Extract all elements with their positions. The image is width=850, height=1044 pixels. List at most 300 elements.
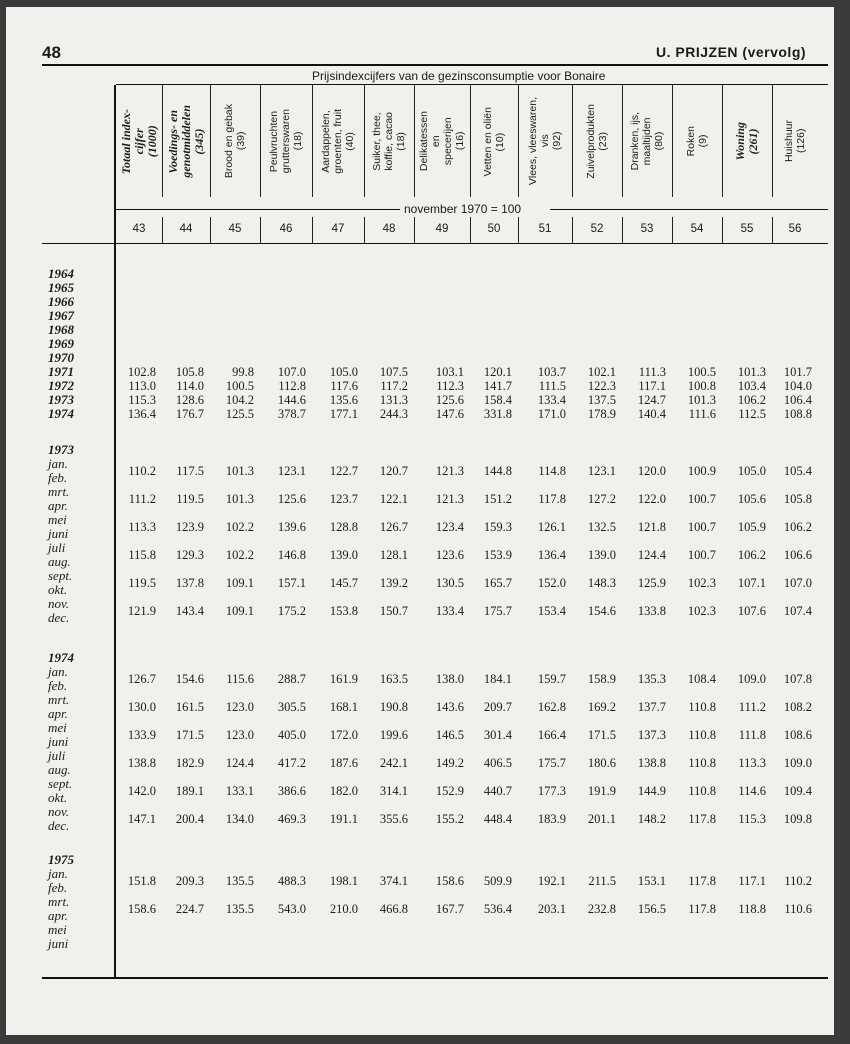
column-number-47: 47	[331, 223, 345, 235]
table-cell: 123.1	[587, 464, 616, 478]
table-cell: 153.1	[637, 874, 666, 888]
table-cell: 152.9	[435, 784, 464, 798]
table-cell: 144.9	[637, 784, 666, 798]
column-separator-head	[518, 85, 519, 197]
column-header-49	[414, 85, 470, 198]
table-cell: 171.5	[175, 728, 204, 742]
table-cell: 125.9	[637, 576, 666, 590]
table-cell: 131.3	[379, 393, 408, 407]
table-cell: 107.4	[783, 604, 812, 618]
column-separator-head	[622, 85, 623, 197]
table-cell: 105.6	[737, 492, 766, 506]
table-cell: 405.0	[277, 728, 306, 742]
table-cell: 374.1	[379, 874, 408, 888]
table-cell: 224.7	[175, 902, 204, 916]
table-cell: 107.0	[277, 365, 306, 379]
table-cell: 175.7	[483, 604, 512, 618]
table-cell: 105.4	[783, 464, 812, 478]
month-label: sept.	[48, 568, 73, 583]
base-note: november 1970 = 100	[404, 202, 522, 216]
table-cell: 378.7	[277, 407, 306, 421]
table-cell: 105.8	[175, 365, 204, 379]
table-cell: 133.8	[637, 604, 666, 618]
table-cell: 137.5	[587, 393, 616, 407]
table-cell: 151.8	[127, 874, 156, 888]
column-header-48	[364, 85, 414, 198]
table-cell: 110.8	[688, 728, 716, 742]
column-separator-head	[260, 85, 261, 197]
table-cell: 125.6	[277, 492, 306, 506]
table-cell: 184.1	[483, 672, 512, 686]
column-header-label: Voedings- en genotmiddelen (345)	[165, 105, 206, 178]
table-cell: 143.6	[435, 700, 464, 714]
table-cell: 175.7	[537, 756, 566, 770]
block-year-1974: 1974	[48, 650, 74, 665]
column-header-label: Suiker, thee, koffie, cacao (18)	[371, 112, 407, 171]
table-cell: 111.8	[738, 728, 766, 742]
column-header-label: Huishuur (126)	[783, 120, 807, 163]
table-cell: 128.8	[329, 520, 358, 534]
column-separator-head	[414, 85, 415, 197]
table-cell: 115.3	[128, 393, 156, 407]
month-label: dec.	[48, 610, 70, 625]
table-cell: 314.1	[379, 784, 408, 798]
column-number-48: 48	[382, 223, 396, 235]
table-cell: 128.6	[175, 393, 204, 407]
table-cell: 153.8	[329, 604, 358, 618]
column-header-51	[518, 85, 572, 198]
table-cell: 171.5	[587, 728, 616, 742]
month-label: nov.	[48, 804, 70, 819]
month-label: mei	[48, 720, 67, 735]
column-number-50: 50	[487, 223, 501, 235]
table-cell: 119.5	[176, 492, 204, 506]
table-cell: 146.5	[435, 728, 464, 742]
table-cell: 111.6	[688, 407, 716, 421]
year-label-1966: 1966	[48, 294, 74, 309]
month-label: feb.	[48, 678, 68, 693]
month-label: mrt.	[48, 894, 70, 909]
month-label: jan.	[48, 456, 68, 471]
table-cell: 138.8	[637, 756, 666, 770]
year-label-1974: 1974	[48, 406, 74, 421]
table-cell: 122.7	[329, 464, 358, 478]
table-cell: 123.7	[329, 492, 358, 506]
table-cell: 100.7	[687, 492, 716, 506]
month-label: juni	[48, 936, 69, 951]
table-cell: 144.6	[277, 393, 306, 407]
table-cell: 102.1	[587, 365, 616, 379]
column-header-label: Delikatessen en specerijen (16)	[418, 111, 466, 172]
table-cell: 469.3	[277, 812, 306, 826]
top-rule	[42, 64, 828, 66]
bottom-rule	[42, 977, 828, 979]
table-cell: 110.2	[128, 464, 156, 478]
column-separator-head	[162, 85, 163, 197]
month-label: feb.	[48, 470, 68, 485]
column-separator-num	[162, 217, 163, 243]
table-cell: 123.9	[175, 520, 204, 534]
table-cell: 105.9	[737, 520, 766, 534]
column-number-53: 53	[640, 223, 654, 235]
table-cell: 132.5	[587, 520, 616, 534]
table-cell: 106.2	[783, 520, 812, 534]
document-page	[6, 7, 834, 1035]
table-cell: 127.2	[587, 492, 616, 506]
table-cell: 168.1	[329, 700, 358, 714]
table-cell: 440.7	[483, 784, 512, 798]
table-cell: 108.2	[783, 700, 812, 714]
table-cell: 201.1	[587, 812, 616, 826]
table-cell: 147.1	[127, 812, 156, 826]
table-cell: 122.1	[379, 492, 408, 506]
table-cell: 147.6	[435, 407, 464, 421]
table-cell: 101.3	[687, 393, 716, 407]
table-cell: 117.1	[738, 874, 766, 888]
month-label: apr.	[48, 908, 68, 923]
table-cell: 118.8	[738, 902, 766, 916]
table-cell: 158.4	[483, 393, 512, 407]
table-cell: 209.3	[175, 874, 204, 888]
column-number-43: 43	[132, 223, 146, 235]
table-cell: 158.6	[435, 874, 464, 888]
month-label: juni	[48, 526, 69, 541]
column-number-55: 55	[740, 223, 754, 235]
table-cell: 120.7	[379, 464, 408, 478]
table-cell: 102.3	[687, 576, 716, 590]
table-cell: 117.1	[638, 379, 666, 393]
table-cell: 148.2	[637, 812, 666, 826]
table-cell: 107.6	[737, 604, 766, 618]
table-cell: 146.8	[277, 548, 306, 562]
column-separator-num	[722, 217, 723, 243]
table-cell: 124.7	[637, 393, 666, 407]
table-cell: 543.0	[277, 902, 306, 916]
table-cell: 108.6	[783, 728, 812, 742]
table-cell: 161.5	[175, 700, 204, 714]
table-cell: 120.0	[637, 464, 666, 478]
table-cell: 111.2	[128, 492, 156, 506]
month-label: okt.	[48, 790, 68, 805]
block-year-1973: 1973	[48, 442, 74, 457]
table-cell: 305.5	[277, 700, 306, 714]
table-cell: 133.9	[127, 728, 156, 742]
month-label: mrt.	[48, 484, 70, 499]
table-cell: 126.1	[537, 520, 566, 534]
running-head: U. PRIJZEN (vervolg)	[656, 44, 807, 60]
table-cell: 101.3	[225, 492, 254, 506]
table-cell: 103.1	[435, 365, 464, 379]
column-separator-head	[572, 85, 573, 197]
table-cell: 101.3	[225, 464, 254, 478]
month-label: mei	[48, 922, 67, 937]
year-label-1964: 1964	[48, 266, 74, 281]
table-cell: 137.7	[637, 700, 666, 714]
table-cell: 141.7	[483, 379, 512, 393]
table-cell: 102.2	[225, 548, 254, 562]
table-cell: 331.8	[483, 407, 512, 421]
table-cell: 117.2	[380, 379, 408, 393]
column-number-54: 54	[690, 223, 704, 235]
table-cell: 150.7	[379, 604, 408, 618]
table-cell: 386.6	[277, 784, 306, 798]
table-cell: 135.5	[225, 902, 254, 916]
table-cell: 113.3	[128, 520, 156, 534]
column-separator-head	[772, 85, 773, 197]
table-cell: 110.8	[688, 784, 716, 798]
table-cell: 102.3	[687, 604, 716, 618]
column-header-54	[672, 85, 722, 198]
column-header-43	[116, 85, 162, 198]
table-cell: 152.0	[537, 576, 566, 590]
table-cell: 114.8	[538, 464, 566, 478]
table-cell: 115.6	[226, 672, 254, 686]
table-cell: 466.8	[379, 902, 408, 916]
column-separator-num	[518, 217, 519, 243]
column-header-label: Vlees, vleeswaren, vis (92)	[527, 97, 563, 186]
table-cell: 167.7	[435, 902, 464, 916]
table-cell: 117.8	[538, 492, 566, 506]
year-label-1969: 1969	[48, 336, 74, 351]
table-cell: 133.4	[435, 604, 464, 618]
table-cell: 121.3	[435, 492, 464, 506]
table-cell: 111.2	[738, 700, 766, 714]
table-cell: 122.3	[587, 379, 616, 393]
table-cell: 355.6	[379, 812, 408, 826]
month-label: juli	[48, 540, 66, 555]
month-label: feb.	[48, 880, 68, 895]
column-header-label: Woning (261)	[733, 122, 760, 161]
column-header-50	[470, 85, 518, 198]
column-separator-num	[572, 217, 573, 243]
table-cell: 112.8	[278, 379, 306, 393]
table-cell: 139.2	[379, 576, 408, 590]
table-cell: 189.1	[175, 784, 204, 798]
column-separator-num	[260, 217, 261, 243]
table-cell: 135.6	[329, 393, 358, 407]
column-header-label: Dranken, ijs, maaltijden (80)	[629, 112, 665, 171]
column-separator-head	[210, 85, 211, 197]
column-separator-num	[672, 217, 673, 243]
column-separator-num	[312, 217, 313, 243]
column-header-46	[260, 85, 312, 198]
column-header-label: Peulvruchten grutterswaren (18)	[268, 109, 304, 174]
month-label: apr.	[48, 498, 68, 513]
table-cell: 126.7	[379, 520, 408, 534]
column-header-56	[772, 85, 818, 198]
table-cell: 103.4	[737, 379, 766, 393]
table-cell: 190.8	[379, 700, 408, 714]
column-number-45: 45	[228, 223, 242, 235]
table-cell: 122.0	[637, 492, 666, 506]
table-cell: 143.4	[175, 604, 204, 618]
table-cell: 136.4	[537, 548, 566, 562]
table-cell: 106.4	[783, 393, 812, 407]
table-cell: 210.0	[329, 902, 358, 916]
column-separator-num	[772, 217, 773, 243]
table-cell: 162.8	[537, 700, 566, 714]
table-cell: 110.8	[688, 700, 716, 714]
table-cell: 536.4	[483, 902, 512, 916]
table-cell: 125.5	[225, 407, 254, 421]
table-cell: 161.9	[329, 672, 358, 686]
table-cell: 113.0	[128, 379, 156, 393]
year-label-1968: 1968	[48, 322, 74, 337]
base-note-rule-right	[550, 209, 828, 210]
table-cell: 172.0	[329, 728, 358, 742]
column-header-label: Totaal index- cijfer (1000)	[118, 108, 159, 175]
table-cell: 106.2	[737, 393, 766, 407]
table-cell: 158.6	[127, 902, 156, 916]
column-header-55	[722, 85, 772, 198]
column-header-label: Roken (9)	[685, 126, 709, 157]
column-header-label: Brood en gebak (39)	[223, 104, 247, 179]
month-label: mrt.	[48, 692, 70, 707]
table-cell: 110.8	[688, 756, 716, 770]
table-cell: 108.8	[783, 407, 812, 421]
table-cell: 211.5	[588, 874, 616, 888]
month-label: mei	[48, 512, 67, 527]
table-cell: 136.4	[127, 407, 156, 421]
table-cell: 111.3	[638, 365, 666, 379]
column-header-53	[622, 85, 672, 198]
table-cell: 112.3	[436, 379, 464, 393]
table-cell: 448.4	[483, 812, 512, 826]
month-label: sept.	[48, 776, 73, 791]
month-label: okt.	[48, 582, 68, 597]
table-cell: 139.0	[329, 548, 358, 562]
column-header-label: Vetten en oliën (10)	[482, 106, 506, 177]
table-cell: 142.0	[127, 784, 156, 798]
column-number-52: 52	[590, 223, 604, 235]
table-cell: 114.6	[738, 784, 766, 798]
table-cell: 107.0	[783, 576, 812, 590]
table-cell: 406.5	[483, 756, 512, 770]
table-cell: 102.8	[127, 365, 156, 379]
table-cell: 176.7	[175, 407, 204, 421]
table-cell: 101.7	[783, 365, 812, 379]
table-cell: 128.1	[379, 548, 408, 562]
column-separator-head	[672, 85, 673, 197]
table-cell: 145.7	[329, 576, 358, 590]
column-header-label: Zuivelprodukten (23)	[585, 104, 609, 179]
column-number-56: 56	[788, 223, 802, 235]
table-cell: 109.0	[783, 756, 812, 770]
table-cell: 123.4	[435, 520, 464, 534]
column-separator-head	[364, 85, 365, 197]
table-cell: 137.3	[637, 728, 666, 742]
table-cell: 134.0	[225, 812, 254, 826]
table-cell: 101.3	[737, 365, 766, 379]
table-cell: 180.6	[587, 756, 616, 770]
table-cell: 191.1	[329, 812, 358, 826]
block-year-1975: 1975	[48, 852, 74, 867]
table-cell: 106.2	[737, 548, 766, 562]
base-note-rule-left	[116, 209, 400, 210]
table-cell: 107.1	[737, 576, 766, 590]
year-label-1970: 1970	[48, 350, 74, 365]
table-cell: 199.6	[379, 728, 408, 742]
table-cell: 104.2	[225, 393, 254, 407]
table-cell: 209.7	[483, 700, 512, 714]
table-cell: 129.3	[175, 548, 204, 562]
table-cell: 100.8	[687, 379, 716, 393]
table-cell: 120.1	[483, 365, 512, 379]
column-header-52	[572, 85, 622, 198]
month-label: jan.	[48, 664, 68, 679]
year-label-1972: 1972	[48, 378, 74, 393]
table-cell: 133.4	[537, 393, 566, 407]
table-cell: 138.0	[435, 672, 464, 686]
column-separator-head	[312, 85, 313, 197]
table-cell: 166.4	[537, 728, 566, 742]
table-cell: 114.0	[176, 379, 204, 393]
table-cell: 117.8	[688, 812, 716, 826]
table-cell: 177.1	[329, 407, 358, 421]
month-label: juli	[48, 748, 66, 763]
table-cell: 109.4	[783, 784, 812, 798]
table-cell: 135.5	[225, 874, 254, 888]
column-separator-num	[622, 217, 623, 243]
table-cell: 191.9	[587, 784, 616, 798]
table-cell: 154.6	[587, 604, 616, 618]
table-cell: 165.7	[483, 576, 512, 590]
table-cell: 182.9	[175, 756, 204, 770]
table-cell: 153.9	[483, 548, 512, 562]
table-cell: 105.0	[329, 365, 358, 379]
table-cell: 100.7	[687, 548, 716, 562]
month-label: aug.	[48, 554, 71, 569]
table-cell: 159.7	[537, 672, 566, 686]
table-cell: 135.3	[637, 672, 666, 686]
table-cell: 109.1	[225, 604, 254, 618]
table-cell: 488.3	[277, 874, 306, 888]
table-cell: 232.8	[587, 902, 616, 916]
table-cell: 153.4	[537, 604, 566, 618]
column-header-44	[162, 85, 210, 198]
table-cell: 100.9	[687, 464, 716, 478]
page-number: 48	[42, 43, 61, 62]
column-separator-head	[470, 85, 471, 197]
table-cell: 107.8	[783, 672, 812, 686]
table-cell: 104.0	[783, 379, 812, 393]
year-label-1967: 1967	[48, 308, 74, 323]
table-cell: 244.3	[379, 407, 408, 421]
table-cell: 112.5	[738, 407, 766, 421]
month-label: dec.	[48, 818, 70, 833]
table-cell: 139.0	[587, 548, 616, 562]
table-cell: 509.9	[483, 874, 512, 888]
table-cell: 138.8	[127, 756, 156, 770]
table-cell: 124.4	[225, 756, 254, 770]
table-cell: 155.2	[435, 812, 464, 826]
year-label-1973: 1973	[48, 392, 74, 407]
table-cell: 137.8	[175, 576, 204, 590]
table-cell: 130.5	[435, 576, 464, 590]
table-cell: 117.5	[176, 464, 204, 478]
table-cell: 133.1	[225, 784, 254, 798]
table-cell: 117.6	[330, 379, 358, 393]
column-separator-num	[470, 217, 471, 243]
table-cell: 151.2	[483, 492, 512, 506]
table-cell: 203.1	[537, 902, 566, 916]
table-cell: 100.7	[687, 520, 716, 534]
table-cell: 110.2	[784, 874, 812, 888]
table-cell: 177.3	[537, 784, 566, 798]
month-label: juni	[48, 734, 69, 749]
table-cell: 105.0	[737, 464, 766, 478]
table-cell: 123.6	[435, 548, 464, 562]
